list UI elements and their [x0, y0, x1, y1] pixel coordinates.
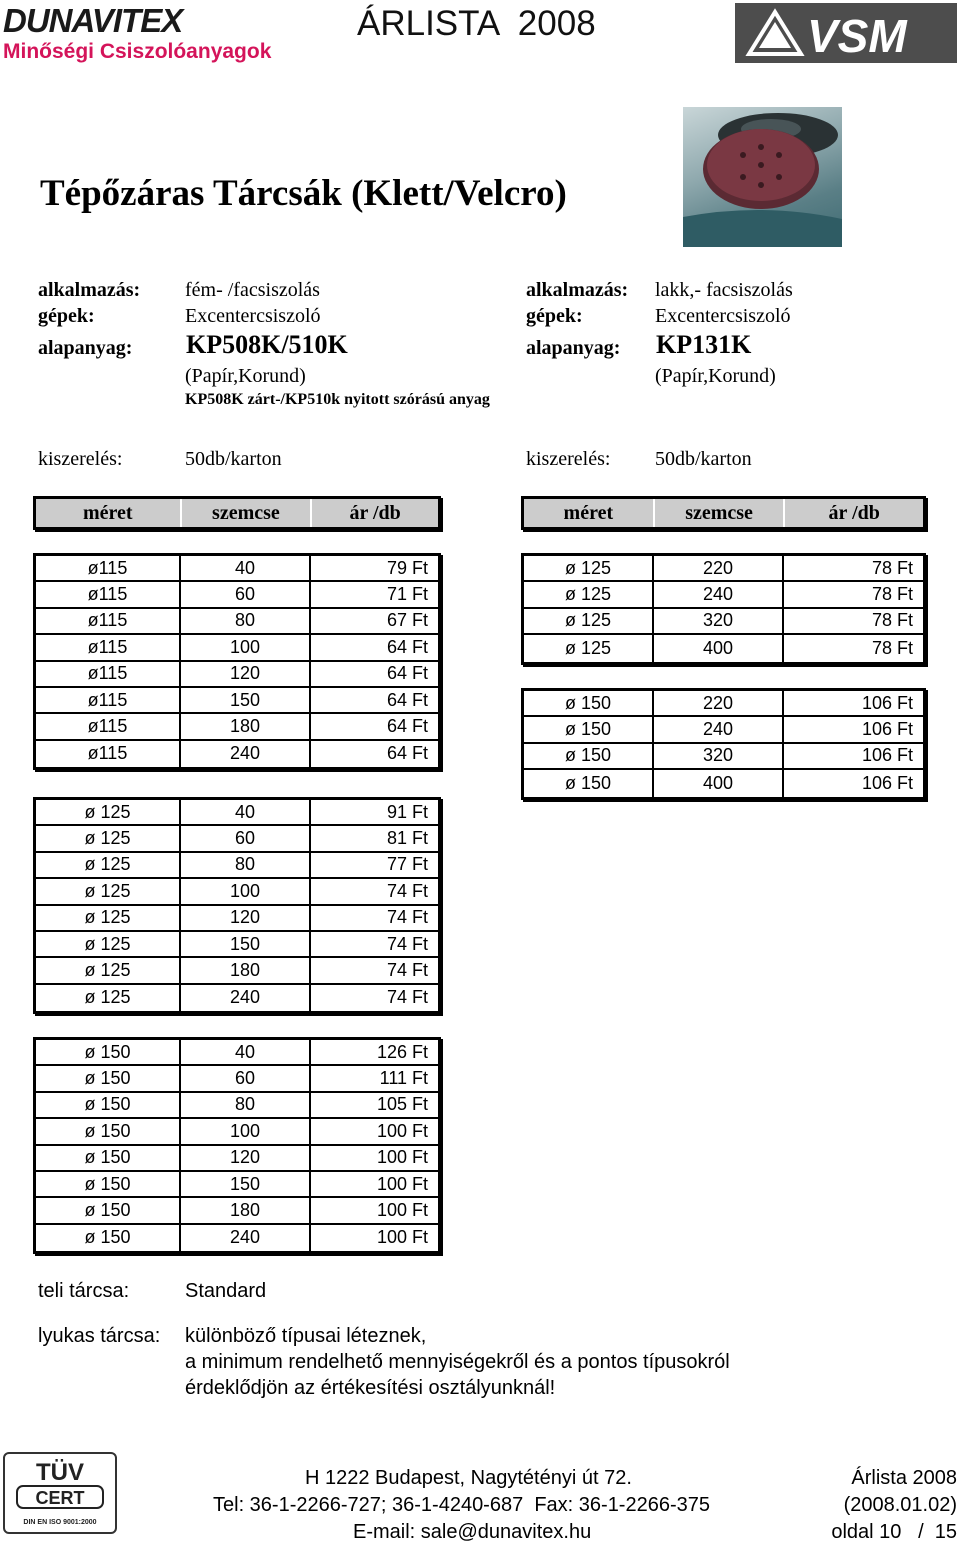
- right-machines-value: Excentercsiszoló: [655, 305, 791, 327]
- price-table-125: [33, 797, 441, 1014]
- footer-list-date: (2008.01.02): [843, 1494, 957, 1516]
- left-machines-value: Excentercsiszoló: [185, 305, 321, 327]
- holed-disc-line-3: érdeklődjön az értékesítési osztályunknál!: [185, 1377, 556, 1399]
- svg-text:DIN EN ISO 9001:2000: DIN EN ISO 9001:2000: [23, 1519, 97, 1526]
- table-row: [36, 635, 438, 661]
- size-cell: ø 150: [36, 1119, 181, 1143]
- grit-cell: 60: [181, 582, 311, 606]
- size-cell: ø 125: [36, 958, 181, 982]
- price-table-kp131-150: [521, 688, 926, 800]
- grit-cell: 240: [181, 1225, 311, 1251]
- dunavitex-logo: DUNAVITEX: [3, 2, 183, 39]
- size-cell: ø 150: [524, 717, 654, 741]
- table-row: [524, 691, 923, 717]
- right-table-header: [521, 496, 926, 530]
- price-cell: 71 Ft: [386, 584, 428, 605]
- size-cell: ø115: [36, 714, 181, 738]
- table-row: [36, 853, 438, 879]
- table-row: [524, 717, 923, 743]
- price-cell: 74 Ft: [386, 960, 428, 981]
- price-cell: 105 Ft: [376, 1094, 428, 1115]
- table-row: [524, 556, 923, 582]
- grit-cell: 220: [654, 691, 784, 715]
- svg-text:TÜV: TÜV: [36, 1459, 84, 1486]
- size-cell: ø 125: [524, 609, 654, 633]
- price-cell: 64 Ft: [386, 663, 428, 684]
- left-application-label: alkalmazás:: [38, 279, 141, 301]
- price-cell: 91 Ft: [386, 801, 428, 822]
- size-cell: ø 150: [36, 1093, 181, 1117]
- table-row: [36, 609, 438, 635]
- size-cell: ø 150: [36, 1225, 181, 1251]
- price-cell: 64 Ft: [386, 689, 428, 710]
- grit-cell: 180: [181, 958, 311, 982]
- size-cell: ø 150: [524, 770, 654, 796]
- size-cell: ø115: [36, 662, 181, 686]
- right-packaging-label: kiszerelés:: [526, 448, 611, 470]
- price-cell: 126 Ft: [376, 1041, 428, 1062]
- left-table-header: [33, 496, 441, 530]
- left-material-note: (Papír,Korund): [185, 365, 306, 387]
- right-material-value: KP131K: [656, 330, 752, 359]
- price-cell: 106 Ft: [861, 719, 913, 740]
- vsm-logo-icon: [741, 8, 951, 58]
- table-row: [36, 958, 438, 984]
- grit-cell: 220: [654, 556, 784, 580]
- grit-cell: 150: [181, 932, 311, 956]
- vsm-logo: [735, 3, 957, 63]
- table-row: [36, 1119, 438, 1145]
- table-row: [36, 741, 438, 767]
- grit-cell: 40: [181, 800, 311, 824]
- price-cell: 100 Ft: [376, 1227, 428, 1248]
- grit-cell: 400: [654, 770, 784, 796]
- document-title: ÁRLISTA 2008: [357, 4, 596, 43]
- grit-cell: 180: [181, 714, 311, 738]
- table-row: [36, 985, 438, 1011]
- price-cell: 81 Ft: [386, 828, 428, 849]
- table-row: [36, 800, 438, 826]
- price-cell: 100 Ft: [376, 1200, 428, 1221]
- table-row: [36, 662, 438, 688]
- tuv-cert-logo: [3, 1452, 117, 1534]
- footer-email[interactable]: E-mail: sale@dunavitex.hu: [353, 1521, 592, 1543]
- grit-cell: 80: [181, 853, 311, 877]
- left-packaging-label: kiszerelés:: [38, 448, 123, 470]
- grit-cell: 240: [181, 741, 311, 767]
- price-cell: 78 Ft: [871, 557, 913, 578]
- size-cell: ø 150: [36, 1040, 181, 1064]
- price-cell: 74 Ft: [386, 987, 428, 1008]
- left-application-value: fém- /facsiszolás: [185, 279, 320, 301]
- left-packaging-value: 50db/karton: [185, 448, 282, 470]
- full-disc-value: Standard: [185, 1280, 267, 1302]
- footer-page-number: oldal 10 / 15: [831, 1521, 957, 1543]
- price-cell: 106 Ft: [861, 772, 913, 793]
- grit-cell: 240: [181, 985, 311, 1011]
- column-price-header: ár /db: [828, 501, 880, 524]
- svg-text:VSM: VSM: [807, 10, 907, 58]
- size-cell: ø 150: [36, 1146, 181, 1170]
- grit-cell: 240: [654, 582, 784, 606]
- size-cell: ø 150: [36, 1172, 181, 1196]
- price-cell: 106 Ft: [861, 692, 913, 713]
- footer-list-name: Árlista 2008: [851, 1467, 957, 1489]
- holed-disc-line-2: a minimum rendelhető mennyiségekről és a pontos típusokról: [185, 1351, 730, 1373]
- product-photo: [683, 107, 842, 247]
- price-cell: 64 Ft: [386, 743, 428, 764]
- footer-address: H 1222 Budapest, Nagytétényi út 72.: [305, 1467, 632, 1489]
- grit-cell: 60: [181, 1066, 311, 1090]
- price-cell: 79 Ft: [386, 557, 428, 578]
- size-cell: ø115: [36, 609, 181, 633]
- size-cell: ø 125: [36, 853, 181, 877]
- size-cell: ø115: [36, 582, 181, 606]
- price-cell: 106 Ft: [861, 745, 913, 766]
- right-application-label: alkalmazás:: [526, 279, 629, 301]
- grit-cell: 100: [181, 879, 311, 903]
- price-table-150: [33, 1037, 441, 1254]
- table-row: [36, 1040, 438, 1066]
- size-cell: ø 125: [36, 879, 181, 903]
- grit-cell: 40: [181, 1040, 311, 1064]
- holed-disc-line-1: különböző típusai léteznek,: [185, 1325, 427, 1347]
- size-cell: ø 150: [524, 744, 654, 768]
- right-application-value: lakk,- facsiszolás: [655, 279, 793, 301]
- price-cell: 64 Ft: [386, 716, 428, 737]
- size-cell: ø 125: [524, 556, 654, 580]
- size-cell: ø 150: [36, 1198, 181, 1222]
- left-material-extra: KP508K zárt-/KP510k nyitott szórású anyag: [185, 391, 490, 408]
- price-cell: 78 Ft: [871, 584, 913, 605]
- left-material-value: KP508K/510K: [186, 330, 348, 359]
- tagline: Minőségi Csiszolóanyagok: [3, 40, 272, 63]
- table-row: [36, 714, 438, 740]
- column-grit-header: szemcse: [655, 499, 786, 527]
- table-row: [36, 879, 438, 905]
- price-cell: 77 Ft: [386, 854, 428, 875]
- full-disc-label: teli tárcsa:: [38, 1280, 130, 1302]
- price-table-kp131-125: [521, 553, 926, 665]
- price-cell: 74 Ft: [386, 907, 428, 928]
- grit-cell: 150: [181, 688, 311, 712]
- grit-cell: 40: [181, 556, 311, 580]
- price-cell: 111 Ft: [379, 1068, 428, 1089]
- size-cell: ø 125: [524, 582, 654, 606]
- table-row: [524, 609, 923, 635]
- price-cell: 100 Ft: [376, 1120, 428, 1141]
- footer-phones: Tel: 36-1-2266-727; 36-1-4240-687 Fax: 36-1-2266-375: [213, 1494, 710, 1516]
- column-grit-header: szemcse: [182, 499, 313, 527]
- grit-cell: 120: [181, 906, 311, 930]
- table-row: [36, 1172, 438, 1198]
- grit-cell: 180: [181, 1198, 311, 1222]
- size-cell: ø115: [36, 556, 181, 580]
- size-cell: ø 125: [36, 932, 181, 956]
- svg-text:CERT: CERT: [35, 1488, 85, 1508]
- size-cell: ø 125: [36, 800, 181, 824]
- size-cell: ø 125: [36, 826, 181, 850]
- table-row: [524, 770, 923, 796]
- table-row: [524, 744, 923, 770]
- price-cell: 78 Ft: [871, 610, 913, 631]
- price-cell: 64 Ft: [386, 636, 428, 657]
- table-row: [36, 1146, 438, 1172]
- grit-cell: 80: [181, 1093, 311, 1117]
- grit-cell: 320: [654, 609, 784, 633]
- column-price-header: ár /db: [349, 501, 401, 524]
- table-row: [36, 688, 438, 714]
- grit-cell: 320: [654, 744, 784, 768]
- grit-cell: 150: [181, 1172, 311, 1196]
- table-row: [524, 582, 923, 608]
- left-material-label: alapanyag:: [38, 337, 133, 359]
- size-cell: ø115: [36, 688, 181, 712]
- price-cell: 78 Ft: [871, 637, 913, 658]
- right-material-note: (Papír,Korund): [655, 365, 776, 387]
- price-cell: 74 Ft: [386, 880, 428, 901]
- grit-cell: 120: [181, 662, 311, 686]
- size-cell: ø115: [36, 741, 181, 767]
- size-cell: ø 150: [524, 691, 654, 715]
- grit-cell: 400: [654, 635, 784, 661]
- table-row: [36, 1198, 438, 1224]
- column-size-header: méret: [36, 499, 182, 527]
- table-row: [36, 1225, 438, 1251]
- table-row: [524, 635, 923, 661]
- column-size-header: méret: [524, 499, 655, 527]
- table-row: [36, 932, 438, 958]
- price-cell: 100 Ft: [376, 1173, 428, 1194]
- left-machines-label: gépek:: [38, 305, 95, 327]
- right-material-label: alapanyag:: [526, 337, 621, 359]
- size-cell: ø 150: [36, 1066, 181, 1090]
- table-row: [36, 1066, 438, 1092]
- size-cell: ø 125: [524, 635, 654, 661]
- table-row: [36, 556, 438, 582]
- grit-cell: 100: [181, 1119, 311, 1143]
- size-cell: ø115: [36, 635, 181, 659]
- page-title: Tépőzáras Tárcsák (Klett/Velcro): [40, 173, 567, 214]
- grit-cell: 240: [654, 717, 784, 741]
- table-row: [36, 906, 438, 932]
- right-machines-label: gépek:: [526, 305, 583, 327]
- size-cell: ø 125: [36, 985, 181, 1011]
- size-cell: ø 125: [36, 906, 181, 930]
- price-table-115: [33, 553, 441, 770]
- grit-cell: 60: [181, 826, 311, 850]
- table-row: [36, 826, 438, 852]
- table-row: [36, 582, 438, 608]
- right-packaging-value: 50db/karton: [655, 448, 752, 470]
- grit-cell: 80: [181, 609, 311, 633]
- price-cell: 100 Ft: [376, 1147, 428, 1168]
- price-cell: 67 Ft: [386, 610, 428, 631]
- grit-cell: 120: [181, 1146, 311, 1170]
- grit-cell: 100: [181, 635, 311, 659]
- holed-disc-label: lyukas tárcsa:: [38, 1325, 161, 1347]
- price-cell: 74 Ft: [386, 933, 428, 954]
- table-row: [36, 1093, 438, 1119]
